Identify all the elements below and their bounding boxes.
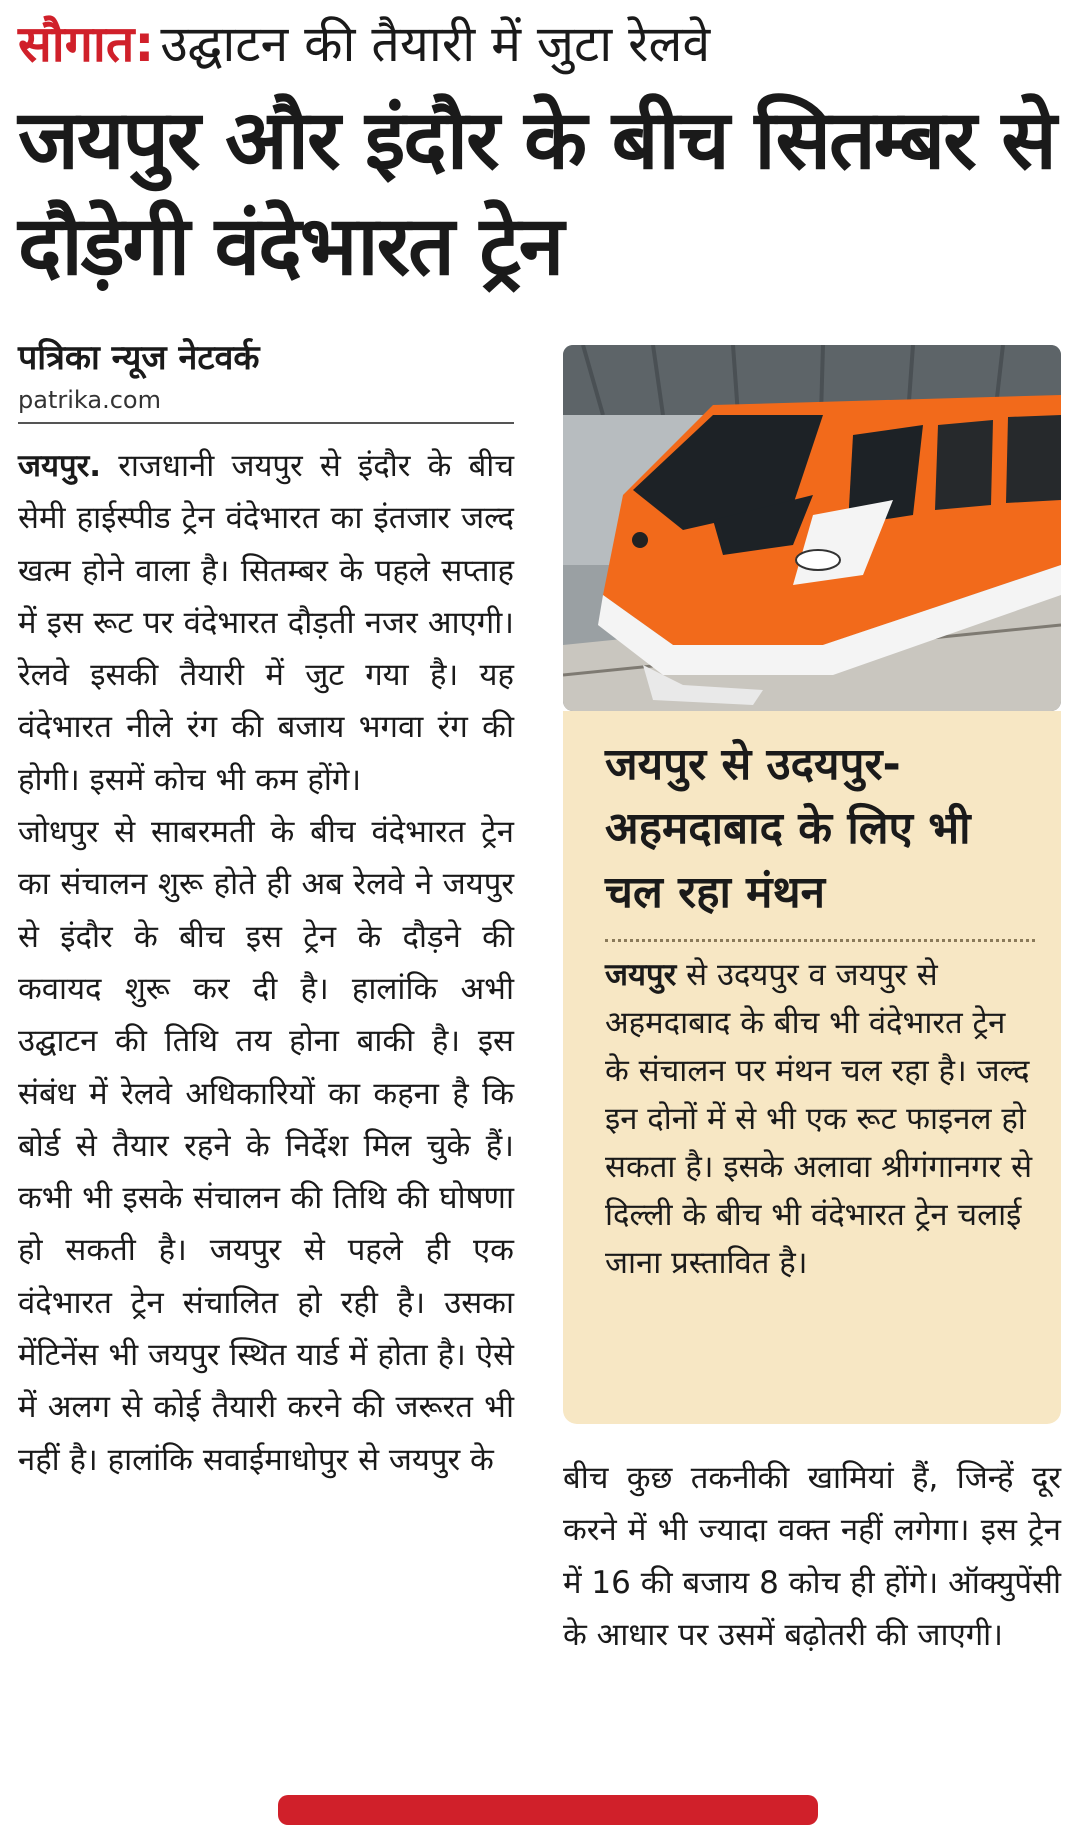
train-photo <box>563 345 1061 711</box>
sidebar-box <box>563 711 1061 1424</box>
article-column-right: बीच कुछ तकनीकी खामियां हैं, जिन्हें दूर करने में भी ज्यादा वक्त नहीं लगेगा। इस ट्रेन में 16 की बजाय 8 कोच ही होंगे। ऑक्युपेंसी के आधार पर उसमें बढ़ोतरी की जाएगी। <box>563 1460 1061 1653</box>
sidebar-divider <box>605 939 1035 942</box>
byline-network: पत्रिका न्यूज नेटवर्क <box>18 338 260 378</box>
next-headline-bar <box>278 1795 818 1825</box>
article-column-left <box>18 440 514 1486</box>
headline: जयपुर और इंदौर के बीच सितम्बर से दौड़ेगी वंदेभारत ट्रेन <box>18 93 1055 294</box>
dateline: जयपुर. <box>18 448 102 484</box>
kicker-label: सौगात <box>18 15 135 73</box>
kicker-separator: : <box>134 15 155 73</box>
sidebar-lead: जयपुर <box>605 957 677 993</box>
sidebar-text: से उदयपुर व जयपुर से अहमदाबाद के बीच भी वंदेभारत ट्रेन के संचालन पर मंथन चल रहा है। जल्द इन दोनों में से भी एक रूट फाइनल हो सकता है। इसके अलावा श्रीगंगानगर से दिल्ली के बीच भी वंदेभारत ट्रेन चलाई जाना प्रस्तावित है। <box>605 957 1033 1281</box>
sidebar-body <box>605 951 1035 1287</box>
article-text-1: राजधानी जयपुर से इंदौर के बीच सेमी हाईस्पीड ट्रेन वंदेभारत का इंतजार जल्द खत्म होने वाला है। सितम्बर के पहले सप्ताह में इस रूट पर वंदेभारत दौड़ती नजर आएगी। रेलवे इसकी तैयारी में जुट गया है। यह वंदेभारत नीले रंग की बजाय भगवा रंग की होगी। इसमें कोच भी कम होंगे। <box>18 448 514 798</box>
kicker-text: उद्घाटन की तैयारी में जुटा रेलवे <box>160 15 711 73</box>
byline-divider <box>18 422 514 424</box>
byline-site: patrika.com <box>18 386 161 414</box>
kicker <box>18 12 710 76</box>
article-paragraph-1 <box>18 440 514 806</box>
article-paragraph-2: जोधपुर से साबरमती के बीच वंदेभारत ट्रेन का संचालन शुरू होते ही अब रेलवे ने जयपुर से इंदौर के बीच इस ट्रेन के दौड़ने की कवायद शुरू कर दी है। हालांकि अभी उद्घाटन की तिथि तय होना बाकी है। इस संबंध में रेलवे अधिकारियों का कहना है कि बोर्ड से तैयार रहने के निर्देश मिल चुके हैं। कभी भी इसके संचालन की तिथि की घोषणा हो सकती है। जयपुर से पहले ही एक वंदेभारत ट्रेन संचालित हो रही है। उसका मेंटिनेंस भी जयपुर स्थित यार्ड में होता है। ऐसे में अलग से कोई तैयारी करने की जरूरत भी नहीं है। हालांकि सवाईमाधोपुर से जयपुर के <box>18 814 514 1478</box>
sidebar-title: जयपुर से उदयपुर-अहमदाबाद के लिए भी चल रहा मंथन <box>605 739 971 918</box>
